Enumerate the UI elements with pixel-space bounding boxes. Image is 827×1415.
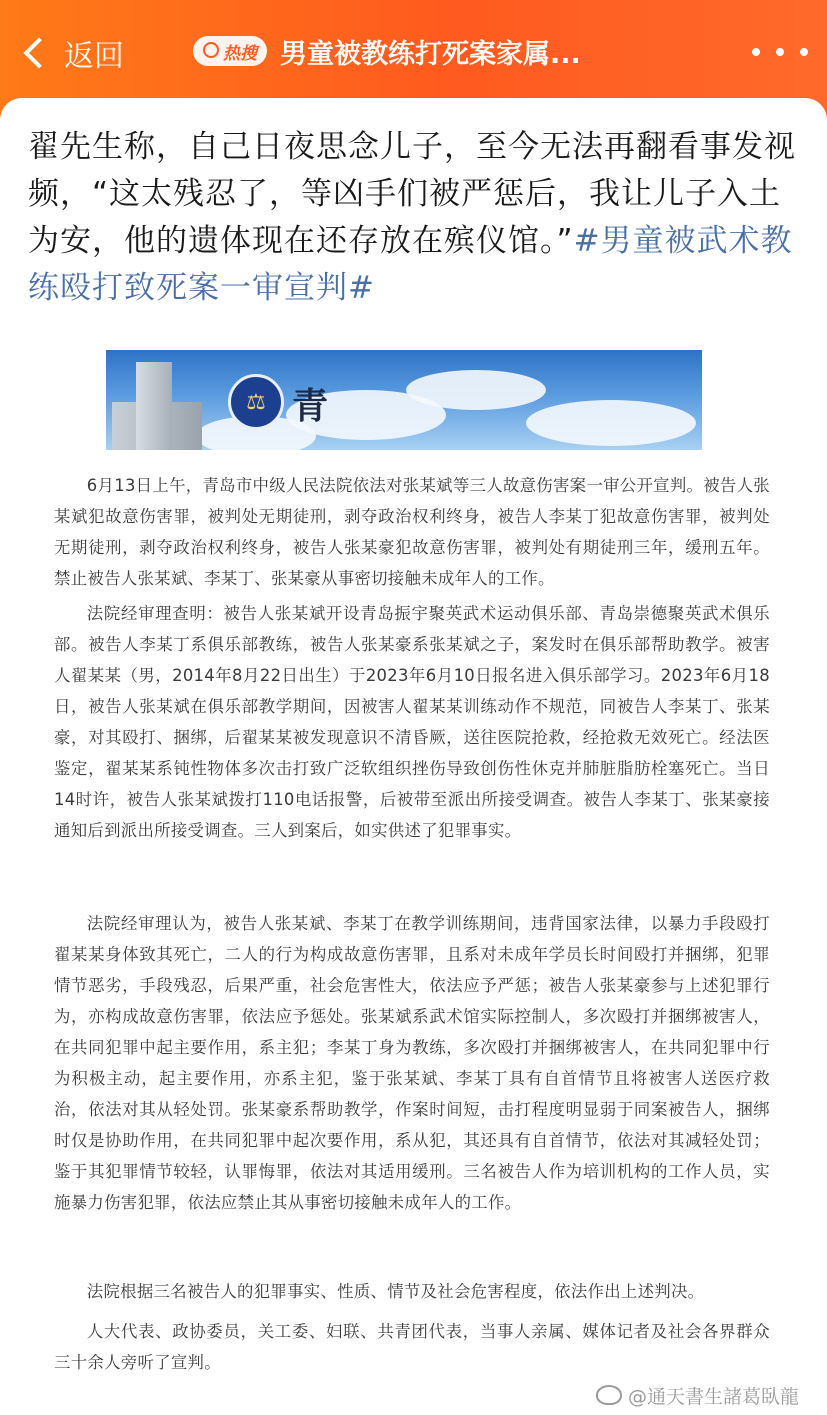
post-body: 翟先生称，自己日夜思念儿子，至今无法再翻看事发视频，“这太残忍了，等凶手们被严惩后，我让儿子入土为安，他的遗体现在还存放在殡仪馆。”	[28, 129, 796, 259]
post-text	[28, 124, 800, 312]
doc-paragraph: 法院根据三名被告人的犯罪事实、性质、情节及社会危害程度，依法作出上述判决。	[86, 1282, 705, 1301]
more-icon[interactable]	[752, 40, 808, 64]
watermark-text: @通天書生諸葛臥龍	[628, 1386, 800, 1408]
weibo-icon	[596, 1385, 622, 1405]
doc-paragraph: 法院经审理查明：被告人张某斌开设青岛振宇聚英武术运动俱乐部、青岛崇德聚英武术俱乐部。被告人李某丁系俱乐部教练，被告人张某豪系张某斌之子，案发时在俱乐部帮助教学。被害人翟某某（男，2014年8月22日出生）于2023年6月10日报名进入俱乐部学习。2023年6月18日，被告人张某斌在俱乐部教学期间，因被害人翟某某训练动作不规范，同被告人李某丁、张某豪，对其殴打、捆绑，后翟某某被发现意识不清昏厥，送往医院抢救，经抢救无效死亡。经法医鉴定，翟某某系钝性物体多次击打致广泛软组织挫伤导致创伤性休克并肺脏脂肪栓塞死亡。当日14时许，被告人张某斌拨打110电话报警，后被带至派出所接受调查。被告人李某丁、张某豪接通知后到派出所接受调查。三人到案后，如实供述了犯罪事实。	[54, 604, 770, 840]
doc-paragraph: 人大代表、政协委员，关工委、妇联、共青团代表，当事人亲属、媒体记者及社会各界群众三十余人旁听了宣判。	[54, 1322, 770, 1372]
back-label: 返回	[64, 39, 124, 74]
hot-search-label: 热搜	[223, 43, 257, 64]
attached-document-image[interactable]	[48, 330, 778, 1410]
court-emblem-icon: ⚖	[228, 374, 284, 430]
court-banner	[106, 350, 702, 450]
watermark	[596, 1382, 799, 1409]
doc-paragraph: 6月13日上午，青岛市中级人民法院依法对张某斌等三人故意伤害案一审公开宣判。被告人张某斌犯故意伤害罪，被判处无期徒刑，剥夺政治权利终身，被告人李某丁犯故意伤害罪，被判处无期徒刑，剥夺政治权利终身，被告人张某豪犯故意伤害罪，被判处有期徒刑三年，缓刑五年。禁止被告人张某斌、李某丁、张某豪从事密切接触未成年人的工作。	[54, 476, 770, 588]
doc-paragraph: 法院经审理认为，被告人张某斌、李某丁在教学训练期间，违背国家法律，以暴力手段殴打翟某某身体致其死亡，二人的行为构成故意伤害罪，且系对未成年学员长时间殴打并捆绑，犯罪情节恶劣，手段残忍，后果严重，社会危害性大，依法应予严惩；被告人张某豪参与上述犯罪行为，亦构成故意伤害罪，依法应予惩处。张某斌系武术馆实际控制人，多次殴打并捆绑被害人，在共同犯罪中起主要作用，系主犯；李某丁身为教练，多次殴打并捆绑被害人，在共同犯罪中行为积极主动，起主要作用，亦系主犯，鉴于张某斌、李某丁具有自首情节且将被害人送医疗救治，依法对其从轻处罚。张某豪系帮助教学，作案时间短，击打程度明显弱于同案被告人，捆绑时仅是协助作用，在共同犯罪中起次要作用，系从犯，其还具有自首情节，依法对其减轻处罚；鉴于其犯罪情节较轻，认罪悔罪，依法对其适用缓刑。三名被告人作为培训机构的工作人员，实施暴力伤害犯罪，依法应禁止其从事密切接触未成年人的工作。	[54, 914, 770, 1212]
back-button[interactable]	[18, 30, 124, 76]
page-title: 男童被教练打死案家属...	[280, 39, 581, 70]
chevron-left-icon	[23, 37, 54, 68]
hashtag-link[interactable]: #男童被武术教练殴打致死案一审宣判#	[28, 223, 793, 306]
search-icon	[203, 42, 219, 58]
banner-title: 青	[292, 385, 329, 427]
hot-search-badge[interactable]	[193, 36, 267, 66]
